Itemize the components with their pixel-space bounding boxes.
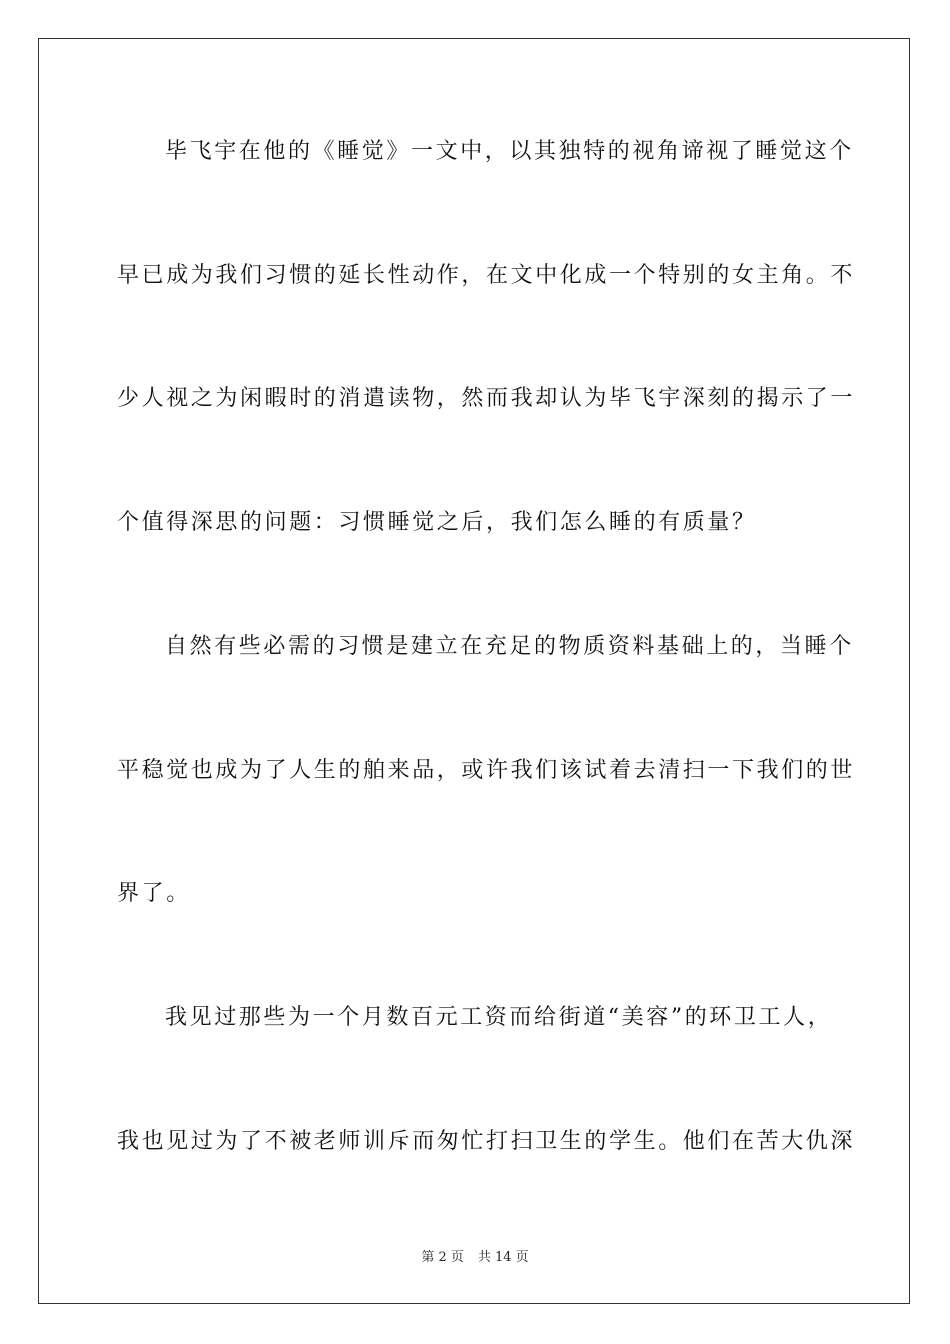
paragraph-1-line-4: 个值得深思的问题：习惯睡觉之后，我们怎么睡的有质量？ — [117, 510, 757, 535]
paragraph-2-line-2: 平稳觉也成为了人生的舶来品，或许我们该试着去清扫一下我们的世 — [117, 758, 856, 783]
total-pages: 共 14 页 — [477, 1250, 529, 1265]
paragraph-1-line-2: 早已成为我们习惯的延长性动作，在文中化成一个特别的女主角。不 — [117, 263, 856, 288]
page-number: 第 2 页 — [421, 1250, 464, 1265]
paragraph-1-line-3: 少人视之为闲暇时的消遣读物，然而我却认为毕飞宇深刻的揭示了一 — [117, 386, 856, 411]
paragraph-3-line-1: 我见过那些为一个月数百元工资而给街道“美容”的环卫工人， — [165, 1005, 833, 1030]
paragraph-2-line-1: 自然有些必需的习惯是建立在充足的物质资料基础上的，当睡个 — [165, 634, 854, 659]
paragraph-3-line-2: 我也见过为了不被老师训斥而匆忙打扫卫生的学生。他们在苦大仇深 — [117, 1129, 856, 1154]
paragraph-1-line-1: 毕飞宇在他的《睡觉》一文中，以其独特的视角谛视了睡觉这个 — [165, 139, 854, 164]
page-footer — [0, 1246, 950, 1265]
paragraph-2-line-3: 界了。 — [117, 881, 191, 906]
page-border — [38, 38, 910, 1304]
